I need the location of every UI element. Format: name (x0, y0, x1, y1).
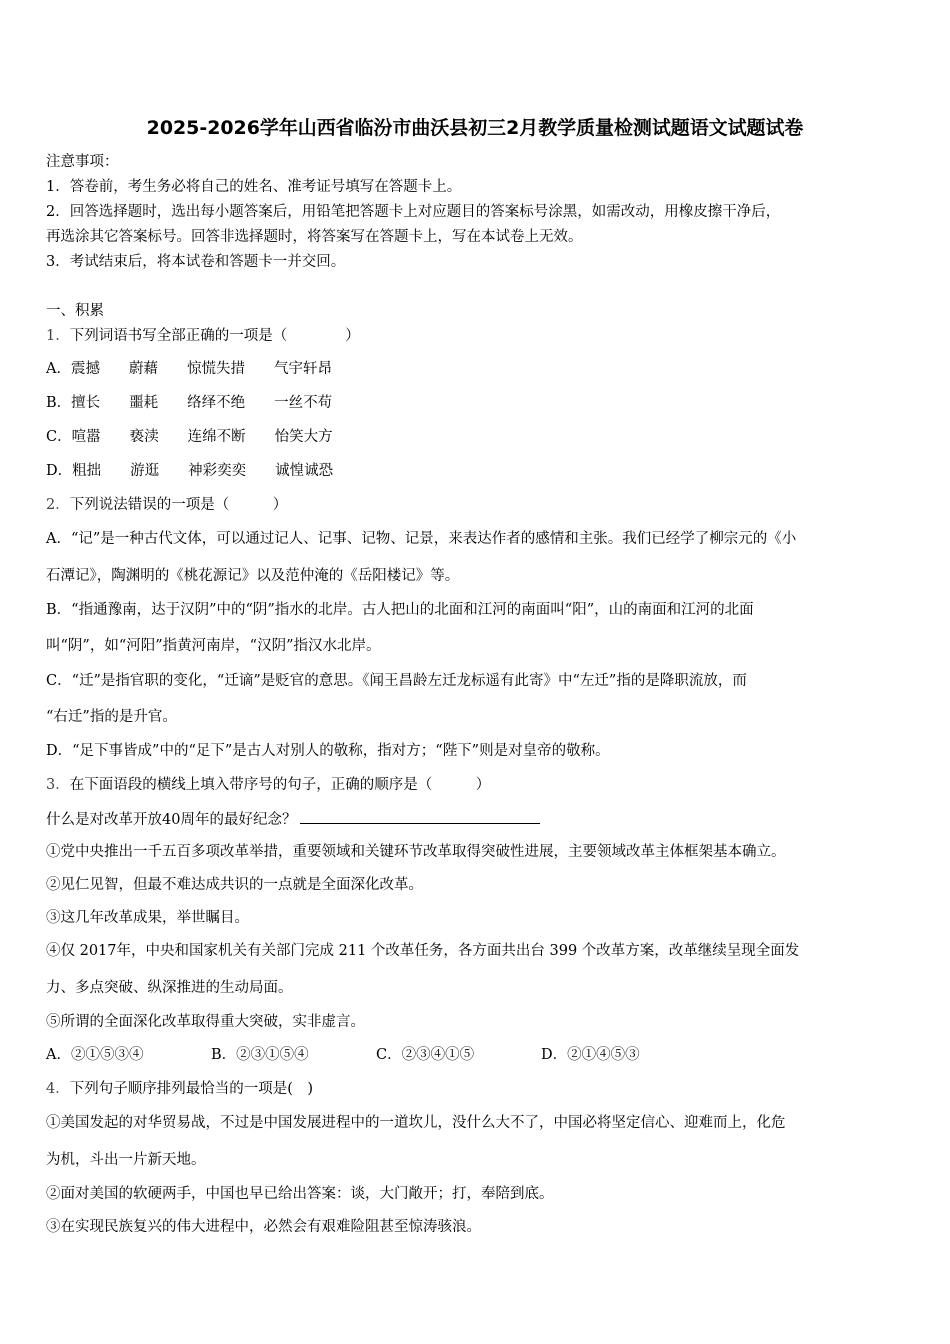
notice-item: 再选涂其它答案标号。回答非选择题时，将答案写在答题卡上，写在本试卷上无效。 (46, 229, 583, 245)
question-4-line: 为机，斗出一片新天地。 (46, 1152, 206, 1168)
question-1-option-c: C．喧嚣 亵渎 连绵不断 怡笑大方 (46, 429, 333, 445)
question-text: 在下面语段的横线上填入带序号的句子，正确的顺序是（ ） (69, 777, 491, 793)
question-2-line: A．“记”是一种古代文体，可以通过记人、记事、记物、记景，来表达作者的感情和主张。我们已经学了柳宗元的《小 (46, 531, 797, 547)
question-number: 2． (46, 497, 70, 513)
question-3-line: ⑤所谓的全面深化改革取得重大突破，实非虚言。 (46, 1014, 365, 1030)
question-text: 下列句子顺序排列最恰当的一项是( ) (69, 1081, 314, 1097)
question-3-options (46, 1045, 640, 1065)
question-2-line: D．“足下事皆成”中的“足下”是古人对别人的敬称，指对方；“陛下”则是对皇帝的敬称。 (46, 743, 610, 759)
question-3-option-b: B．②③①⑤④ (211, 1047, 309, 1063)
question-2-stem (46, 495, 287, 515)
question-3-prompt (46, 809, 540, 830)
question-4-line: ③在实现民族复兴的伟大进程中，必然会有艰难险阻甚至惊涛骇浪。 (46, 1219, 481, 1235)
notice-item: 2．回答选择题时，选出每小题答案后，用铅笔把答题卡上对应题目的答案标号涂黑，如需改动，用橡皮擦干净后， (46, 204, 781, 220)
question-3-line: 力、多点突破、纵深推进的生动局面。 (46, 980, 293, 996)
question-3-line: ③这几年改革成果，举世瞩目。 (46, 910, 249, 926)
notice-item: 1．答卷前，考生务必将自己的姓名、准考证号填写在答题卡上。 (46, 179, 462, 195)
question-2-line: C．“迁”是指官职的变化，“迁谪”是贬官的意思。《闻王昌龄左迁龙标遥有此寄》中“左迁”指的是降职流放，而 (46, 673, 747, 689)
question-1-option-d: D．粗拙 游逛 神彩奕奕 诚惶诚恐 (46, 463, 334, 479)
question-3-line: ②见仁见智，但最不难达成共识的一点就是全面深化改革。 (46, 877, 423, 893)
question-number: 3． (46, 777, 70, 793)
question-text: 下列说法错误的一项是（ ） (69, 497, 288, 513)
notice-heading: 注意事项： (46, 154, 119, 170)
question-1-stem (46, 326, 360, 346)
page-title: 2025-2026学年山西省临汾市曲沃县初三2月教学质量检测试题语文试题试卷 (146, 117, 804, 139)
question-number: 4． (46, 1081, 70, 1097)
question-2-line: “右迁”指的是升官。 (46, 709, 177, 725)
question-3-option-d: D．②①④⑤③ (541, 1047, 640, 1063)
question-3-stem (46, 775, 490, 795)
question-2-line: 石潭记》，陶渊明的《桃花源记》以及范仲淹的《岳阳楼记》等。 (46, 568, 460, 584)
section-heading: 一、积累 (46, 303, 104, 319)
question-2-line: B．“指通豫南，达于汉阴”中的“阴”指水的北岸。古人把山的北面和江河的南面叫“阳”，山的南面和江河的北面 (46, 602, 754, 618)
question-4-line: ①美国发起的对华贸易战，不过是中国发展进程中的一道坎儿，没什么大不了，中国必将坚定信心、迎难而上，化危 (46, 1115, 786, 1131)
question-2-line: 叫“阴”，如“河阳”指黄河南岸，“汉阴”指汉水北岸。 (46, 638, 381, 654)
question-3-option-a: A．②①⑤③④ (46, 1047, 144, 1063)
question-3-option-c: C．②③④①⑤ (376, 1047, 475, 1063)
prompt-text: 什么是对改革开放40周年的最好纪念？ (46, 812, 297, 828)
answer-blank[interactable] (300, 809, 540, 824)
question-number: 1． (46, 328, 70, 344)
question-4-line: ②面对美国的软硬两手，中国也早已给出答案：谈，大门敞开；打，奉陪到底。 (46, 1186, 554, 1202)
question-1-option-b: B．擅长 噩耗 络绎不绝 一丝不苟 (46, 395, 333, 411)
question-4-stem (46, 1079, 313, 1099)
notice-item: 3．考试结束后，将本试卷和答题卡一并交回。 (46, 254, 346, 270)
question-3-line: ①党中央推出一千五百多项改革举措，重要领域和关键环节改革取得突破性进展，主要领域改革主体框架基本确立。 (46, 844, 786, 860)
question-1-option-a: A．震撼 蔚藉 惊慌失措 气宇轩昂 (46, 361, 332, 377)
question-text: 下列词语书写全部正确的一项是（ ） (69, 328, 360, 344)
question-3-line: ④仅 2017年，中央和国家机关有关部门完成 211 个改革任务，各方面共出台 399 个改革方案，改革继续呈现全面发 (46, 943, 800, 959)
